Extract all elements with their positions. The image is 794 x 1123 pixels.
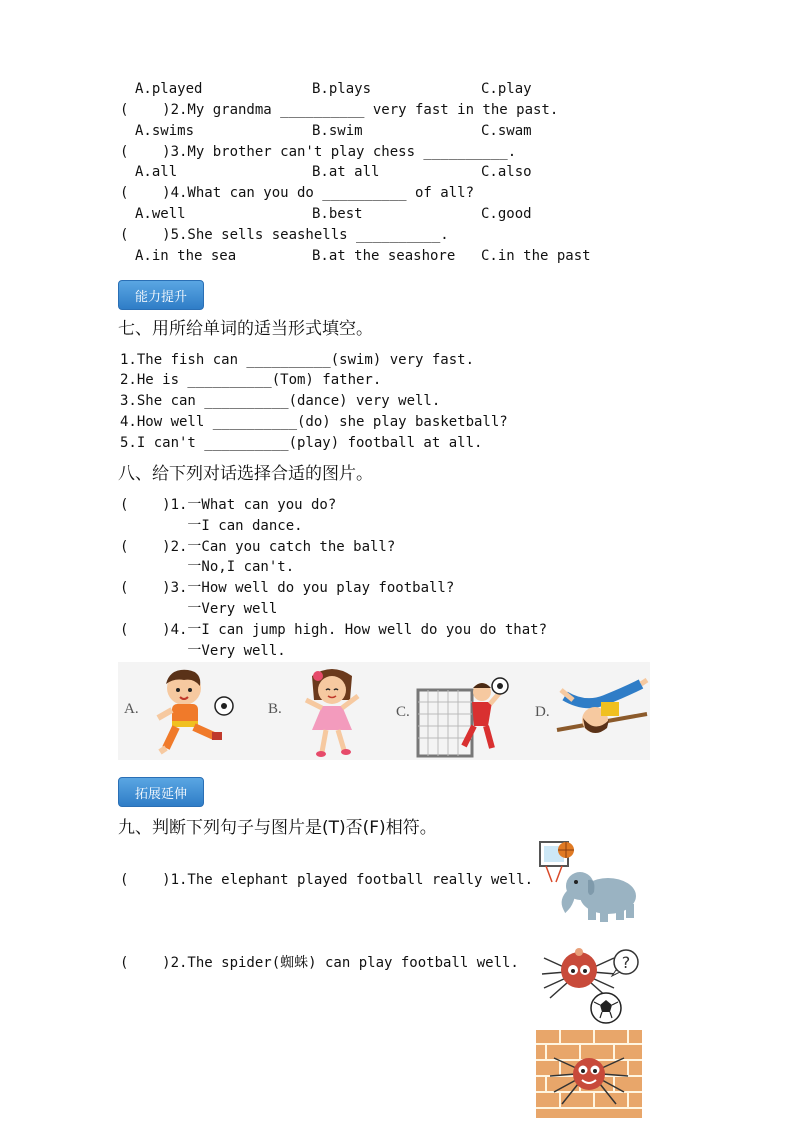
girl-dancing-picture: [292, 666, 372, 758]
fill-item-2: 2.He is __________(Tom) father.: [120, 372, 382, 388]
dialog-line: 一Very well.: [120, 643, 286, 659]
option-c: C.good: [481, 206, 532, 222]
elephant-basketball-picture: [536, 838, 640, 924]
boy-jumping-high-bar-picture: [555, 678, 649, 742]
picture-label-d: D.: [535, 704, 550, 720]
dialog-line: 一No,I can't.: [120, 559, 295, 575]
boy-kicking-football-picture: [150, 666, 240, 758]
option-b: B.plays: [312, 81, 372, 97]
question-2-stem: ( )2.My grandma __________ very fast in the past.: [120, 102, 559, 118]
option-b: B.at all: [312, 164, 380, 180]
spider-on-brick-wall-picture: [536, 1030, 642, 1118]
fill-item-1: 1.The fish can __________(swim) very fast.: [120, 352, 475, 368]
dialog-line: ( )1.一What can you do?: [120, 497, 337, 513]
question-4-stem: ( )4.What can you do __________ of all?: [120, 185, 475, 201]
fill-item-5: 5.I can't __________(play) football at all.: [120, 435, 483, 451]
section-8-title: 八、给下列对话选择合适的图片。: [118, 464, 373, 484]
option-b: B.swim: [312, 123, 363, 139]
section-9-title: 九、判断下列句子与图片是(T)否(F)相符。: [118, 818, 437, 838]
option-b: B.best: [312, 206, 363, 222]
option-a: A.well: [135, 206, 186, 222]
extension-tag: 拓展延伸: [118, 777, 204, 807]
option-a: A.in the sea: [135, 248, 237, 264]
question-5-stem: ( )5.She sells seashells __________.: [120, 227, 449, 243]
goalkeeper-catching-ball-picture: [414, 676, 514, 760]
section-7-title: 七、用所给单词的适当形式填空。: [118, 319, 373, 339]
dialog-line: ( )4.一I can jump high. How well do you do that?: [120, 622, 548, 638]
dialog-line: ( )3.一How well do you play football?: [120, 580, 455, 596]
picture-label-b: B.: [268, 701, 282, 717]
option-c: C.play: [481, 81, 532, 97]
fill-item-3: 3.She can __________(dance) very well.: [120, 393, 441, 409]
question-3-stem: ( )3.My brother can't play chess __________.: [120, 144, 517, 160]
option-a: A.all: [135, 164, 178, 180]
dialog-line: ( )2.一Can you catch the ball?: [120, 539, 396, 555]
option-a: A.swims: [135, 123, 195, 139]
judge-item-2: ( )2.The spider(蜘蛛) can play football well.: [120, 955, 519, 971]
ability-improve-tag: 能力提升: [118, 280, 204, 310]
option-c: C.also: [481, 164, 532, 180]
dialog-line: 一I can dance.: [120, 518, 303, 534]
picture-label-a: A.: [124, 701, 139, 717]
judge-item-1: ( )1.The elephant played football really well.: [120, 872, 534, 888]
option-c: C.in the past: [481, 248, 591, 264]
option-a: A.played: [135, 81, 203, 97]
option-b: B.at the seashore: [312, 248, 456, 264]
picture-label-c: C.: [396, 704, 410, 720]
option-c: C.swam: [481, 123, 532, 139]
fill-item-4: 4.How well __________(do) she play basketball?: [120, 414, 508, 430]
spider-football-picture: [536, 938, 640, 1026]
question-mark: ?: [621, 953, 631, 972]
dialog-line: 一Very well: [120, 601, 278, 617]
